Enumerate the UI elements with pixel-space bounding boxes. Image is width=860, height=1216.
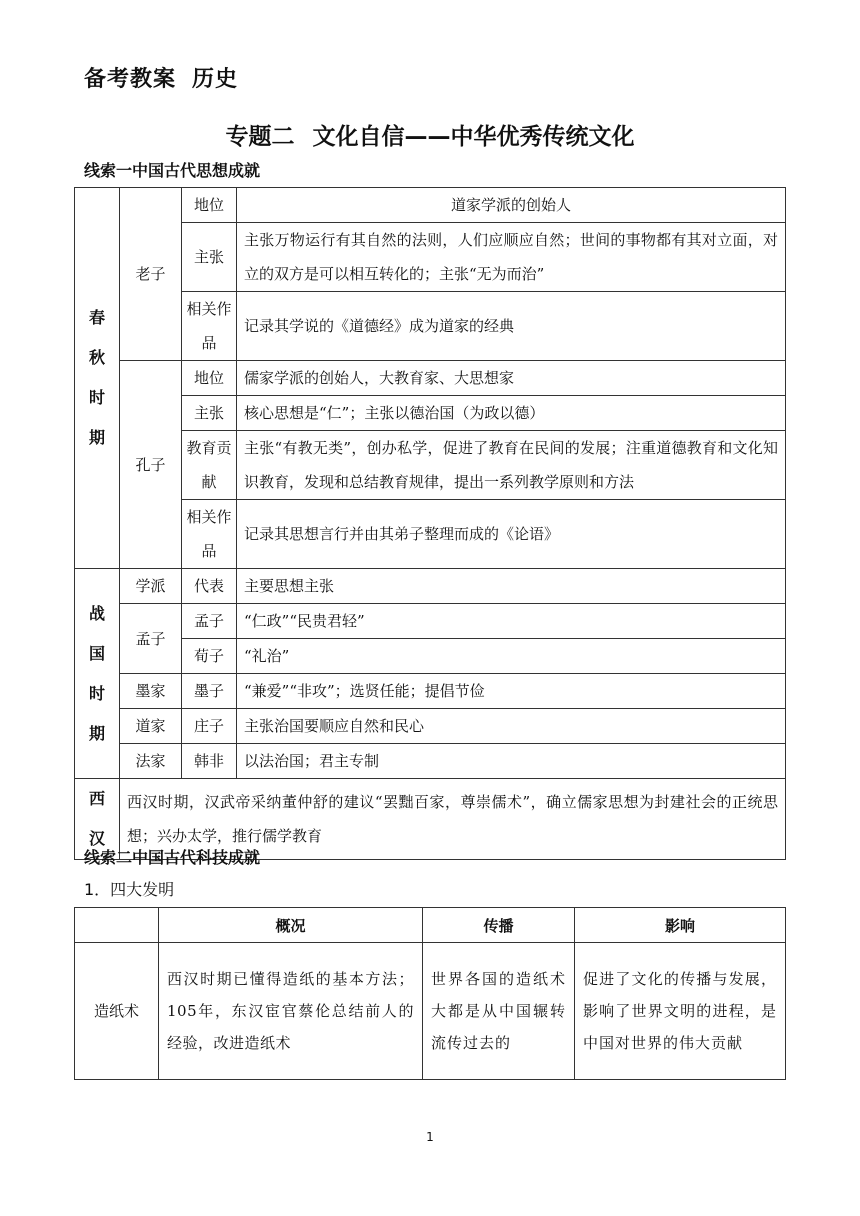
thinker-laozi: 老子 [120, 188, 182, 361]
header-subject: 历史 [192, 67, 239, 92]
four-inventions-table [74, 907, 786, 1080]
title-topic-number: 专题二 [225, 124, 295, 150]
page-header [84, 62, 238, 93]
idea-text: “礼治” [237, 639, 786, 674]
invention-name: 造纸术 [75, 943, 159, 1080]
idea-text: “兼爱”“非攻”；选贤任能；提倡节俭 [237, 674, 786, 709]
row-text: 道家学派的创始人 [237, 188, 786, 223]
rep-name: 荀子 [182, 639, 237, 674]
rep-name: 韩非 [182, 744, 237, 779]
page-number: 1 [426, 1130, 434, 1144]
row-text: 记录其学说的《道德经》成为道家的经典 [237, 292, 786, 361]
western-han-text: 西汉时期，汉武帝采纳董仲舒的建议“罢黜百家，尊崇儒术”，确立儒家思想为封建社会的正统思想；兴办太学，推行儒学教育 [120, 779, 786, 860]
section2-title: 线索二中国古代科技成就 [84, 848, 261, 867]
invention-impact: 促进了文化的传播与发展，影响了世界文明的进程，是中国对世界的伟大贡献 [575, 943, 786, 1080]
row-label: 地位 [182, 361, 237, 396]
thought-achievements-table [74, 187, 786, 860]
row-text: 主张“有教无类”，创办私学，促进了教育在民间的发展；注重道德教育和文化知识教育，发现和总结教育规律，提出一系列教学原则和方法 [237, 431, 786, 500]
row-text: 核心思想是“仁”；主张以德治国（为政以德） [237, 396, 786, 431]
row-label: 主张 [182, 396, 237, 431]
col-header-overview: 概况 [159, 908, 423, 943]
school-rujia: 孟子 [120, 604, 182, 674]
idea-text: 主张治国要顺应自然和民心 [237, 709, 786, 744]
school-name: 法家 [120, 744, 182, 779]
period-western-han: 西 汉 [75, 779, 120, 860]
rep-name: 墨子 [182, 674, 237, 709]
thinker-kongzi: 孔子 [120, 361, 182, 569]
period-spring-autumn: 春 秋 时 期 [75, 188, 120, 569]
header-subject-label: 备考教案 [84, 67, 177, 92]
rep-name: 庄子 [182, 709, 237, 744]
row-text: 儒家学派的创始人，大教育家、大思想家 [237, 361, 786, 396]
invention-spread: 世界各国的造纸术大都是从中国辗转流传过去的 [423, 943, 575, 1080]
row-text: 记录其思想言行并由其弟子整理而成的《论语》 [237, 500, 786, 569]
col-header-idea: 主要思想主张 [237, 569, 786, 604]
row-label: 地位 [182, 188, 237, 223]
row-label: 相关作品 [182, 500, 237, 569]
idea-text: 以法治国；君主专制 [237, 744, 786, 779]
section2-subtitle: 1．四大发明 [84, 880, 175, 899]
col-header-school: 学派 [120, 569, 182, 604]
row-label: 教育贡献 [182, 431, 237, 500]
school-name: 墨家 [120, 674, 182, 709]
school-name: 道家 [120, 709, 182, 744]
col-header-empty [75, 908, 159, 943]
col-header-rep: 代表 [182, 569, 237, 604]
row-text: 主张万物运行有其自然的法则，人们应顺应自然；世间的事物都有其对立面，对立的双方是可以相互转化的；主张“无为而治” [237, 223, 786, 292]
row-label: 主张 [182, 223, 237, 292]
col-header-impact: 影响 [575, 908, 786, 943]
invention-overview: 西汉时期已懂得造纸的基本方法；105年，东汉宦官蔡伦总结前人的经验，改进造纸术 [159, 943, 423, 1080]
idea-text: “仁政”“民贵君轻” [237, 604, 786, 639]
row-label: 相关作品 [182, 292, 237, 361]
rep-name: 孟子 [182, 604, 237, 639]
title-topic-name: 文化自信——中华优秀传统文化 [312, 124, 635, 150]
page-title [0, 118, 860, 151]
section1-title: 线索一中国古代思想成就 [84, 161, 261, 180]
period-warring-states: 战 国 时 期 [75, 569, 120, 779]
col-header-spread: 传播 [423, 908, 575, 943]
